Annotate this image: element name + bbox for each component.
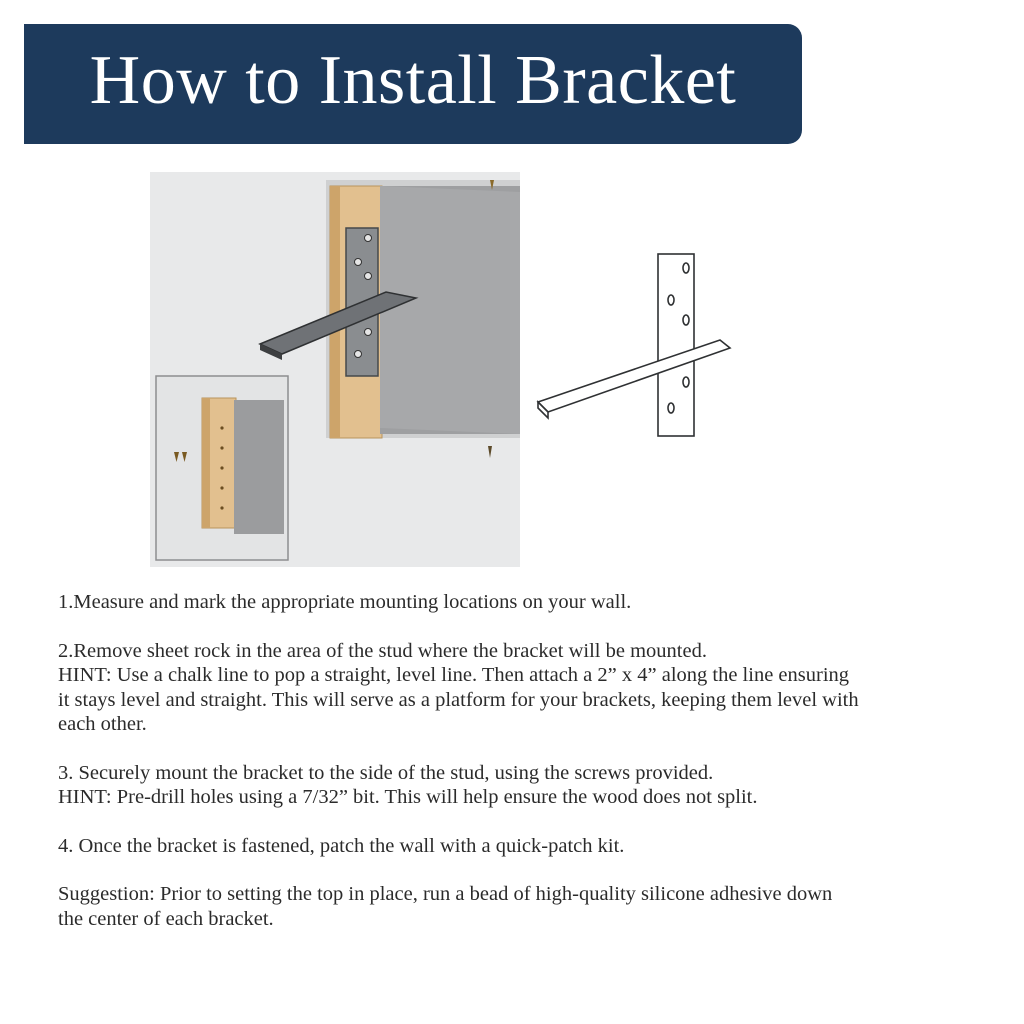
drywall-face: [380, 186, 520, 434]
inset-drywall: [234, 400, 284, 534]
title-banner: [24, 24, 802, 144]
hint-text: HINT: Use a chalk line to pop a straight, level line. Then attach a 2” x 4” along the line ensuring: [58, 664, 850, 686]
screw-hole: [355, 259, 362, 266]
step-1: [58, 590, 1008, 615]
pilot-hole: [220, 446, 223, 449]
screw-hole: [365, 273, 372, 280]
step-text: 4. Once the bracket is fastened, patch the wall with a quick-patch kit.: [58, 834, 625, 857]
page-title: How to Install Bracket: [89, 42, 737, 119]
suggestion-text: the center of each bracket.: [58, 907, 274, 930]
pilot-hole: [220, 486, 223, 489]
pilot-hole: [220, 506, 223, 509]
suggestion: [58, 882, 1008, 931]
step-4: [58, 834, 1008, 859]
bracket-line-drawing: [538, 254, 730, 436]
pilot-hole: [220, 466, 223, 469]
step-3: [58, 761, 1008, 810]
hint-text: it stays level and straight. This will serve as a platform for your brackets, keeping them level with: [58, 688, 859, 711]
step-text: 1.Measure and mark the appropriate mounting locations on your wall.: [58, 591, 632, 613]
hint-text: HINT: Pre-drill holes using a 7/32” bit. This will help ensure the wood does not split.: [58, 786, 758, 808]
hint-text: each other.: [58, 713, 147, 735]
step-text: 3. Securely mount the bracket to the side of the stud, using the screws provided.: [58, 761, 714, 784]
screw-hole: [365, 329, 372, 336]
screw-hole: [355, 351, 362, 358]
pilot-hole: [220, 426, 223, 429]
step-text: 2.Remove sheet rock in the area of the stud where the bracket will be mounted.: [58, 639, 707, 662]
screw-hole: [365, 235, 372, 242]
step-2: [58, 639, 1008, 737]
installation-illustration: [150, 172, 760, 567]
instructions: [58, 590, 1008, 955]
inset-stud-edge: [202, 398, 210, 528]
suggestion-text: Suggestion: Prior to setting the top in place, run a bead of high-quality silicone adhesive down: [58, 883, 833, 905]
